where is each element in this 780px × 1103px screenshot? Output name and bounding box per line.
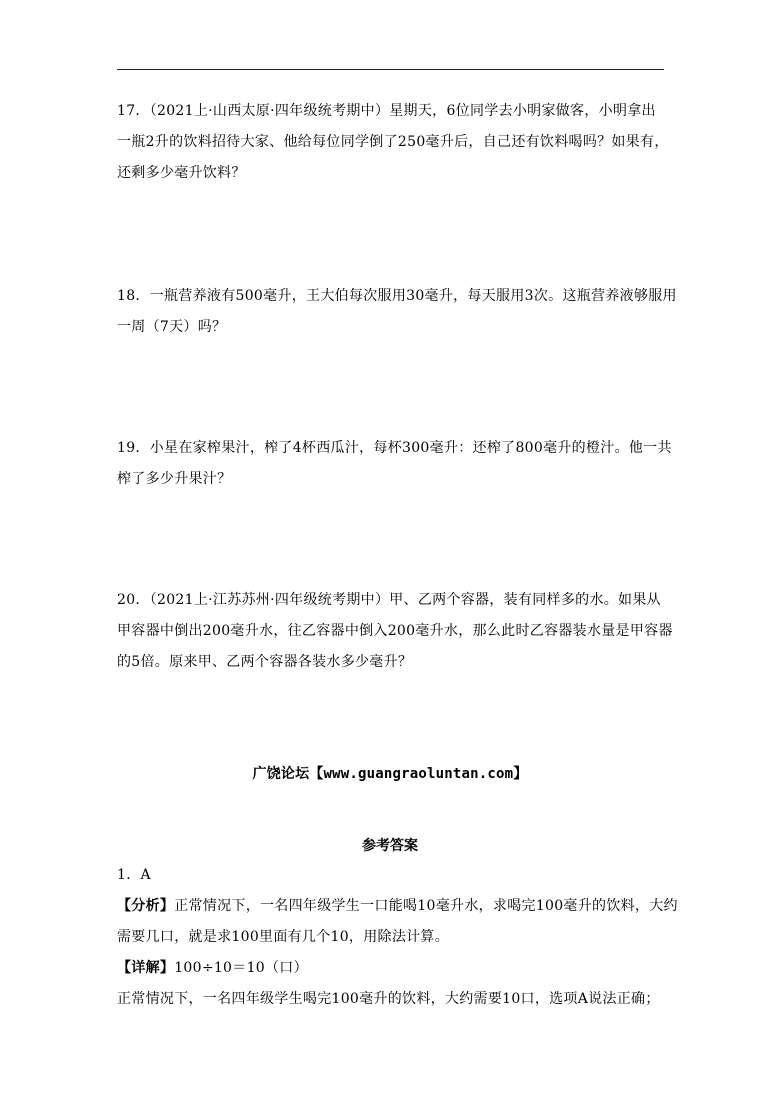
detail-label: 【详解】 bbox=[117, 960, 175, 976]
question-18 bbox=[117, 281, 677, 343]
question-20-line-2: 甲容器中倒出200毫升水，往乙容器中倒入200毫升水，那么此时乙容器装水量是甲容器 bbox=[117, 623, 673, 639]
analysis-label: 【分析】 bbox=[117, 898, 175, 914]
question-20 bbox=[117, 585, 673, 678]
question-19 bbox=[117, 433, 672, 495]
answer-1-analysis-line-2: 需要几口，就是求100里面有几个10，用除法计算。 bbox=[117, 929, 450, 945]
question-17-line-2: 一瓶2升的饮料招待大家、他给每位同学倒了250毫升后，自己还有饮料喝吗？如果有， bbox=[117, 134, 669, 150]
question-19-line-1: 19．小星在家榨果汁，榨了4杯西瓜汁，每杯300毫升：还榨了800毫升的橙汁。他一共 bbox=[117, 440, 672, 456]
answer-1-detail bbox=[117, 953, 665, 984]
forum-banner: 广饶论坛【www.guangraoluntan.com】 bbox=[252, 766, 528, 782]
answer-1 bbox=[117, 860, 678, 1015]
answer-1-number: 1．A bbox=[117, 867, 151, 883]
detail-text: 100÷10＝10（口） bbox=[174, 960, 308, 976]
header-rule bbox=[117, 69, 664, 70]
answer-1-conclusion: 正常情况下，一名四年级学生喝完100毫升的饮料，大约需要10口，选项A说法正确； bbox=[117, 991, 660, 1007]
analysis-text-1: 正常情况下，一名四年级学生一口能喝10毫升水，求喝完100毫升的饮料，大约 bbox=[174, 898, 678, 914]
question-17 bbox=[117, 96, 669, 189]
question-20-line-1: 20．（2021上·江苏苏州·四年级统考期中）甲、乙两个容器，装有同样多的水。如果从 bbox=[117, 592, 661, 608]
question-18-line-1: 18．一瓶营养液有500毫升，王大伯每次服用30毫升，每天服用3次。这瓶营养液够服用 bbox=[117, 288, 677, 304]
question-17-line-3: 还剩多少毫升饮料？ bbox=[117, 165, 246, 181]
question-20-line-3: 的5倍。原来甲、乙两个容器各装水多少毫升？ bbox=[117, 654, 413, 670]
answers-title: 参考答案 bbox=[362, 838, 418, 854]
answer-1-analysis-line-1 bbox=[117, 891, 678, 922]
question-17-line-1: 17．（2021上·山西太原·四年级统考期中）星期天，6位同学去小明家做客，小明拿出 bbox=[117, 103, 656, 119]
question-19-line-2: 榨了多少升果汁？ bbox=[117, 471, 232, 487]
question-18-line-2: 一周（7天）吗？ bbox=[117, 319, 227, 335]
